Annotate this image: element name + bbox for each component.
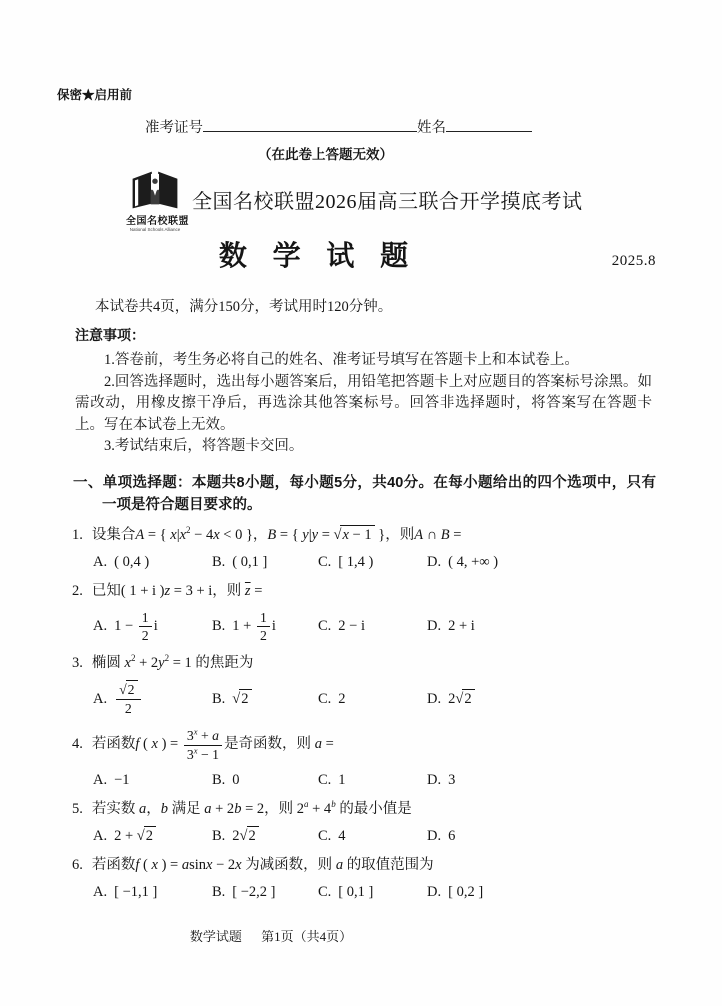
notice-item-1: 1.答卷前，考生务必将自己的姓名、准考证号填写在答题卡上和本试卷上。 (104, 352, 579, 368)
question-stem (72, 582, 664, 601)
question-stem (72, 727, 664, 763)
section-1-heading: 一、单项选择题：本题共8小题，每小题5分，共40分。在每小题给出的四个选项中，只有一项是符合题目要求的。 (73, 474, 656, 513)
exam-date: 2025.8 (611, 253, 656, 269)
question-options (93, 771, 664, 790)
question-text: 椭圆 $x^2 + 2y^2 = 1$ 的焦距为 (91, 653, 254, 672)
footer-paper-name: 数学试题 (189, 929, 242, 944)
option-b: B. 1 + $\frac{1}{2}$ i (212, 609, 276, 643)
invalid-note: （在此卷上答题无效） (258, 147, 393, 162)
title-row (0, 241, 722, 271)
option-c: C. 4 (318, 828, 346, 845)
question-number: 5. (72, 801, 83, 818)
question-number: 3. (72, 655, 83, 672)
question-text: 已知( 1 + i )z = 3 + i，则 $\overline{z}$ = (91, 582, 263, 599)
secrecy-notice: 保密★启用前 (57, 88, 133, 102)
paper-info: 本试卷共4页，满分150分，考试用时120分钟。 (95, 299, 393, 315)
paper-title: 数 学 试 题 (218, 240, 418, 271)
option-a: A. −1 (93, 772, 130, 789)
option-b: B. 0 (212, 772, 240, 789)
question-number: 4. (72, 736, 83, 753)
option-a: A. 2 + √2 (93, 827, 212, 846)
question-options (93, 681, 664, 717)
question-6 (72, 856, 664, 902)
notice-item-3: 3.考试结束后，将答题卡交回。 (104, 438, 304, 454)
logo-en-text: National Schools Alliance (129, 227, 181, 233)
logo-cn-text: 全国名校联盟 (126, 216, 189, 227)
question-2 (72, 582, 664, 645)
question-text: 设集合A = { $x|x^2 - 4x < 0$ }，B = { y|y = √x − 1 }，则A ∩ B = (91, 524, 462, 543)
option-d: D. 2√2 (427, 690, 664, 709)
question-4 (72, 727, 664, 790)
option-a: A. $\frac{√2}{2}$ (93, 681, 212, 717)
option-a: A. ( 0,4 ) (93, 553, 150, 570)
question-1 (72, 526, 664, 572)
alliance-logo (126, 169, 189, 233)
option-a: A. 1 − $\frac{1}{2}$ i (93, 609, 158, 643)
exam-no-blank (203, 117, 417, 132)
question-stem (72, 856, 664, 875)
option-b: B. 2√2 (212, 827, 318, 846)
option-d: D. ( 4, +∞ ) (427, 553, 499, 570)
option-c: C. 1 (318, 772, 346, 789)
page-footer (0, 926, 722, 945)
exam-no-label: 准考证号 (145, 120, 203, 136)
candidate-info-line (145, 116, 722, 137)
option-b: B. [ −2,2 ] (212, 884, 276, 901)
question-options (93, 553, 664, 572)
option-d: D. 3 (427, 772, 456, 789)
name-label: 姓名 (417, 120, 446, 136)
option-d: D. 2 + i (427, 617, 475, 634)
question-stem (72, 654, 664, 673)
question-3 (72, 654, 664, 717)
option-b: B. √2 (212, 690, 318, 709)
option-d: D. 6 (427, 828, 456, 845)
option-c: C. 2 − i (318, 617, 366, 634)
option-d: D. [ 0,2 ] (427, 884, 484, 901)
notice-list (75, 350, 652, 458)
exam-title: 全国名校联盟2026届高三联合开学摸底考试 (192, 191, 583, 213)
question-stem (72, 800, 664, 819)
notice-item-2: 2.回答选择题时，选出每小题答案后，用铅笔把答题卡上对应题目的答案标号涂黑。如需改动，用橡皮擦干净后，再选涂其他答案标号。回答非选择题时，将答案写在答题卡上。写在本试卷上无效。 (75, 373, 652, 433)
question-text: 若实数 a，b 满足 a + 2b = 2，则 $2^a + 4^b$ 的最小值是 (91, 799, 412, 818)
question-text: 若函数f ( x ) = asinx − 2x 为减函数，则 a 的取值范围为 (91, 857, 434, 874)
question-options (93, 827, 664, 846)
question-stem (72, 526, 664, 545)
footer-page-number: 第1页（共4页） (261, 929, 353, 944)
option-c: C. [ 1,4 ) (318, 553, 374, 570)
name-blank (446, 117, 532, 132)
open-book-logo-icon (126, 169, 184, 211)
question-text: 若函数f ( x ) = $\frac{3^x + a}{3^x - 1}$ 是奇函数，则 a = (91, 726, 334, 762)
option-c: C. 2 (318, 690, 346, 707)
option-a: A. [ −1,1 ] (93, 884, 158, 901)
option-c: C. [ 0,1 ] (318, 884, 374, 901)
header-row (126, 169, 722, 233)
option-b: B. ( 0,1 ] (212, 553, 268, 570)
question-options (93, 883, 664, 902)
question-number: 1. (72, 526, 83, 543)
question-number: 6. (72, 857, 83, 874)
question-options (93, 609, 664, 645)
notice-heading: 注意事项： (75, 327, 145, 343)
question-5 (72, 800, 664, 846)
question-number: 2. (72, 582, 83, 599)
